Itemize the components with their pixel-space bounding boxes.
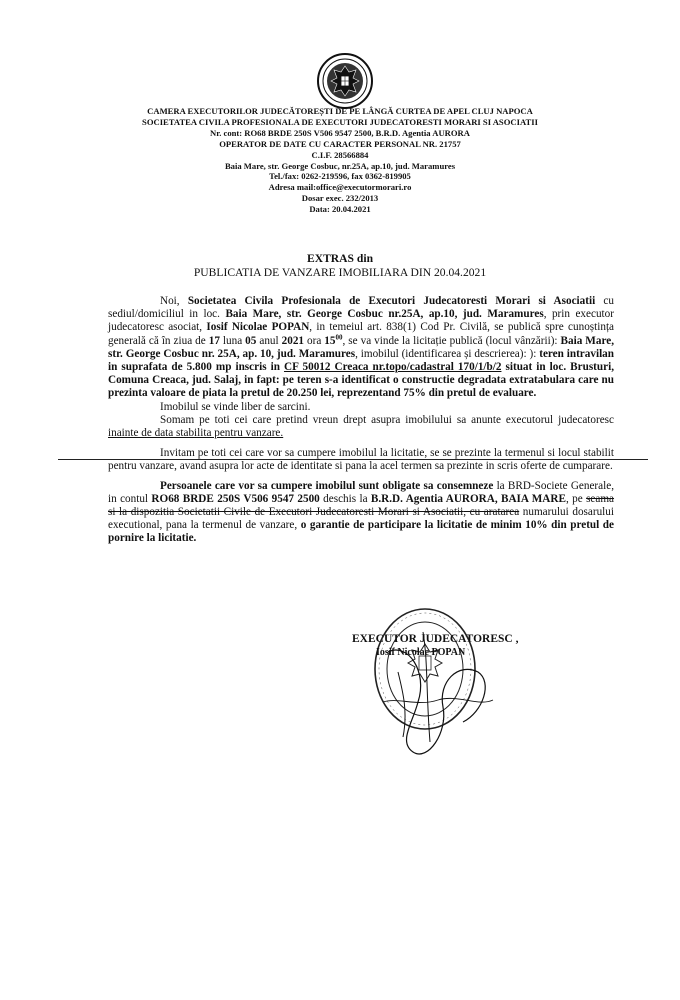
land-registry-reference: CF 50012 Creaca nr.topo/cadastral 170/1/b/2 (283, 361, 502, 374)
header-date: Data: 20.04.2021 (309, 204, 371, 215)
paragraph-guarantee (108, 480, 614, 546)
sale-hour (324, 332, 343, 347)
bank-account: RO68 BRDE 250S V506 9547 2500 (151, 492, 320, 505)
text-span: la BRD-Societe Generale, in contul (108, 479, 614, 505)
guarantee-obligation: Persoanele care vor sa cumpere imobilul sunt obligate sa consemneze (160, 479, 494, 492)
header-company: SOCIETATEA CIVILA PROFESIONALA DE EXECUTORI JUDECATORESTI MORARI SI ASOCIATII (142, 116, 538, 127)
header-address: Baia Mare, str. George Cosbuc, nr.25A, ap.10, jud. Maramures (224, 160, 456, 171)
text-span: cu sediul/domiciliul in loc. (108, 295, 614, 321)
romanian-coat-of-arms-seal (316, 52, 374, 110)
guarantee-amount: o garantie de participare la licitatie de minim 10% din pretul de pornire la licitatie. (108, 519, 614, 545)
bank-branch: B.R.D. Agentia AURORA, BAIA MARE (370, 492, 566, 505)
document-title (100, 252, 580, 279)
text-span: anul (256, 334, 282, 347)
text-span: Somam pe toti cei care pretind vreun drept asupra imobilului sa anunte executorul judecatoresc (160, 413, 614, 426)
company-name: Societatea Civila Profesionala de Executori Judecatoresti Morari si Asociatii (187, 295, 596, 307)
sale-minutes: 00 (335, 332, 343, 341)
header-phone: Tel./fax: 0262-219596, fax 0362-819905 (269, 171, 411, 182)
sale-day: 17 (208, 334, 220, 347)
text-span: ora (304, 334, 325, 347)
sale-month: 05 (245, 334, 257, 347)
header-account: Nr. cont: RO68 BRDE 250S V506 9547 2500, B.R.D. Agentia AURORA (210, 127, 470, 138)
title-line-1: EXTRAS din (306, 252, 374, 265)
paragraph-invitation: Invitam pe toti cei care vor sa cumpere imobilul la licitatie, se se prezinte la termenul si locul stabilit pentru vanzare, avand asupra lor acte de identitate si pana la acel termen sa prezinte in scris oferte de cumparare. (108, 447, 614, 473)
title-line-2: PUBLICATIA DE VANZARE IMOBILIARA DIN 20.04.2021 (193, 265, 487, 279)
text-span: Noi, (160, 295, 188, 307)
header-case-number: Dosar exec. 232/2013 (301, 193, 379, 204)
text-span: deschis la (319, 492, 371, 505)
text-span: numarului dosarului executional, pana la termenul de vanzare, (108, 506, 614, 532)
text-span: , prin executor judecatoresc asociat, (108, 308, 614, 334)
header-cif: C.I.F. 28566884 (311, 149, 369, 160)
struck-text: , cu aratarea (463, 506, 520, 519)
struck-text: seama si la dispozitia Societatii Civile de Executori Judecatoresti Morari si Asociatii (108, 492, 615, 519)
paragraph-sale-notice (108, 295, 614, 401)
text-span: , pe (565, 492, 587, 505)
document-body (108, 295, 614, 546)
summons-deadline: inainte de data stabilita pentru vanzare. (108, 427, 284, 440)
property-description: teren intravilan in suprafata de 5.800 mp inscris in (108, 347, 614, 374)
sale-hour-value: 15 (324, 334, 336, 347)
text-span: , se va vinde la licitație publică (locul vânzării): (342, 334, 561, 347)
header-chamber: CAMERA EXECUTORILOR JUDECĂTOREȘTI DE PE LÂNGĂ CURTEA DE APEL CLUJ NAPOCA (147, 106, 533, 116)
executor-name: Iosif Nicolae POPAN (206, 321, 310, 334)
horizontal-rule (58, 459, 648, 460)
sale-year: 2021 (281, 334, 304, 347)
text-span: , imobilul (identificarea și descrierea): ): (355, 347, 540, 360)
paragraph-summons (108, 414, 614, 440)
header-operator: OPERATOR DE DATE CU CARACTER PERSONAL NR. 21757 (219, 138, 461, 149)
paragraph-encumbrance: Imobilul se vinde liber de sarcini. (160, 400, 311, 413)
office-address: Baia Mare, str. George Cosbuc nr.25A, ap.10, jud. Maramures (225, 308, 544, 321)
sale-location: Baia Mare, str. George Cosbuc nr. 25A, ap. 10, jud. Maramures (108, 334, 614, 360)
header-email: Adresa mail:office@executormorari.ro (268, 182, 412, 193)
text-span: , in temeiul art. 838(1) Cod Pr. Civilă, se publică spre cunoștința generală că în ziua de (108, 321, 615, 347)
text-span: luna (219, 334, 246, 347)
property-details: situat in loc. Brusturi, Comuna Creaca, jud. Salaj, in fapt: pe teren s-a identificat o constructie degradata extratabulara care nu prezinta valoare de piata la pretul de 20.250 lei, reprezentand 75% din pretul de evaluare. (108, 361, 614, 400)
signature-name: Iosif Nicolae POPAN (376, 647, 466, 658)
signature-title: EXECUTOR JUDECATORESC , (352, 633, 519, 645)
document-header (100, 106, 580, 215)
handwritten-signature (368, 612, 508, 772)
